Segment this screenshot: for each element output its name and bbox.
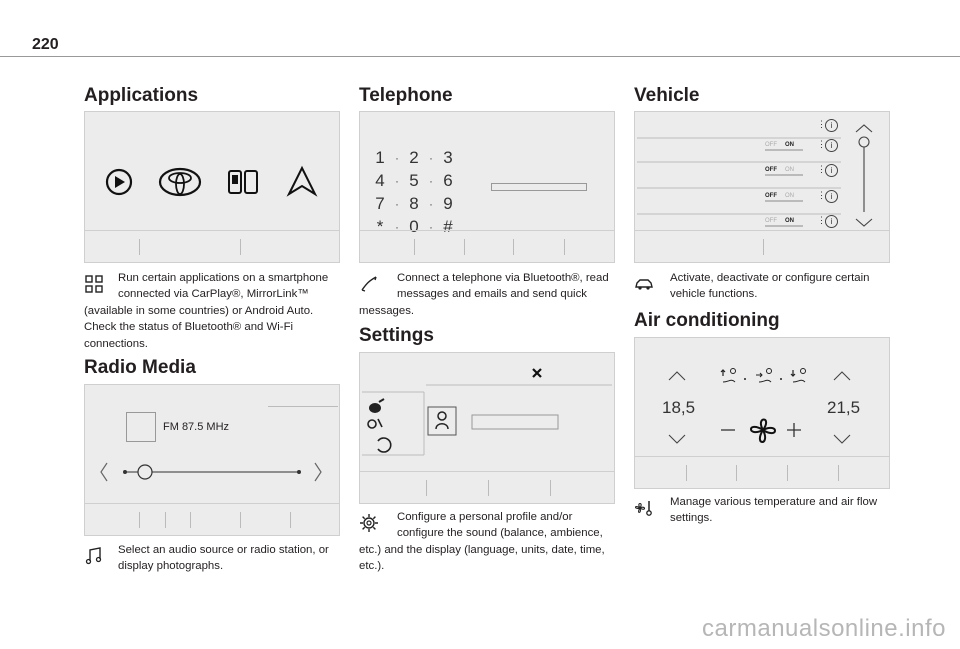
vehicle-lines [635, 112, 889, 232]
vehicle-title: Vehicle [634, 85, 700, 106]
toggle-on-label: ON [785, 218, 794, 224]
keypad-separator: · [429, 219, 433, 234]
vehicle-description [634, 270, 896, 303]
bar-divider [838, 465, 839, 481]
radio-description [84, 542, 346, 575]
keypad-separator: · [395, 150, 399, 165]
toggle-underline [765, 174, 803, 176]
desc-line: Connect a telephone via Bluetooth®, read [397, 272, 609, 284]
temp-left-down-icon[interactable] [669, 435, 685, 443]
toggle-underline [765, 149, 803, 151]
slider-handle[interactable] [138, 465, 152, 479]
info-icon[interactable]: i [825, 164, 838, 177]
toggle-on-label: ON [785, 142, 794, 148]
keypad [370, 146, 480, 238]
info-icon[interactable]: i [825, 139, 838, 152]
desc-line: Run certain applications on a smartphone [118, 272, 329, 284]
bar-divider [736, 465, 737, 481]
keypad-key[interactable]: 4 [375, 170, 385, 190]
keypad-key[interactable]: 2 [409, 147, 419, 167]
applications-bottombar [85, 230, 339, 262]
bar-divider [240, 239, 241, 255]
info-icon[interactable]: i [825, 119, 838, 132]
bar-divider [488, 480, 489, 496]
apps-grid-icon [84, 274, 104, 294]
keypad-key[interactable]: 3 [443, 147, 453, 167]
keypad-row [370, 169, 480, 192]
toggle-underline [765, 225, 803, 227]
more-options-icon[interactable]: ⋮ [817, 164, 826, 174]
keypad-separator: · [429, 196, 433, 211]
sound-icon[interactable] [368, 419, 382, 428]
toggle-on-label: ON [785, 193, 794, 199]
previous-icon[interactable] [101, 463, 107, 481]
toggle-off-label: OFF [765, 142, 777, 148]
bar-divider [426, 480, 427, 496]
temp-right-up-icon[interactable] [834, 372, 850, 380]
close-icon[interactable] [533, 369, 541, 377]
keypad-key[interactable]: 7 [375, 193, 385, 213]
android-auto-icon[interactable] [289, 168, 315, 194]
bar-divider [190, 512, 191, 528]
applications-screen [84, 111, 340, 263]
profile-icon[interactable] [369, 399, 384, 413]
bar-divider [139, 239, 140, 255]
toggle-off-label: OFF [765, 167, 777, 173]
frequency-slider[interactable] [85, 453, 339, 493]
bar-divider [290, 512, 291, 528]
desc-line: (available in some countries) or Android Auto. [84, 304, 314, 317]
desc-line: vehicle functions. [670, 288, 758, 301]
radio-title: Radio Media [84, 357, 196, 378]
keypad-key[interactable]: 0 [409, 216, 419, 236]
toggle-off-label: OFF [765, 193, 777, 199]
applications-description [84, 270, 346, 352]
option-toggle[interactable] [765, 193, 803, 202]
settings-bottombar [360, 471, 614, 503]
next-icon[interactable] [315, 463, 321, 481]
bar-divider [550, 480, 551, 496]
temp-left-value: 18,5 [662, 398, 696, 417]
vehicle-bottombar [635, 230, 889, 262]
airflow-mode-icons[interactable] [721, 369, 806, 383]
bar-divider [513, 239, 514, 255]
keypad-key[interactable]: 5 [409, 170, 419, 190]
watermark: carmanualsonline.info [702, 615, 946, 642]
toggle-off-label: OFF [765, 218, 777, 224]
keypad-key[interactable]: 9 [443, 193, 453, 213]
station-label: FM 87.5 MHz [163, 421, 230, 433]
desc-line: configure the sound (balance, ambience, [397, 527, 603, 540]
desc-line: Check the status of Bluetooth® and Wi-Fi [84, 321, 294, 334]
display-moon-icon[interactable] [378, 438, 391, 452]
desc-line: etc.) and the display (language, units, date, time, [359, 543, 605, 556]
settings-description [359, 509, 621, 575]
keypad-separator: · [395, 219, 399, 234]
desc-line: connections. [84, 337, 148, 350]
vehicle-scrollbar[interactable] [856, 125, 872, 226]
keypad-separator: · [429, 173, 433, 188]
toyota-logo[interactable] [160, 169, 200, 195]
desc-line: settings. [670, 512, 713, 525]
fan-temperature-icon [634, 498, 654, 518]
aircon-title: Air conditioning [634, 310, 780, 331]
keypad-key[interactable]: # [443, 216, 453, 236]
mirrorlink-icon[interactable] [229, 171, 257, 193]
car-icon [634, 274, 654, 294]
album-art-placeholder [126, 412, 156, 442]
option-toggle[interactable] [765, 142, 803, 151]
applications-icons [85, 112, 339, 232]
header-rule [0, 56, 960, 57]
fan-plus-icon[interactable] [787, 423, 801, 437]
keypad-key[interactable]: 6 [443, 170, 453, 190]
aircon-screen [634, 337, 890, 489]
settings-title: Settings [359, 325, 434, 346]
phone-number-field[interactable] [491, 183, 587, 191]
desc-line: display photographs. [118, 560, 224, 573]
applications-title: Applications [84, 85, 199, 106]
more-options-icon[interactable]: ⋮ [817, 119, 826, 129]
bar-divider [139, 512, 140, 528]
temp-left-up-icon[interactable] [669, 372, 685, 380]
bar-divider [787, 465, 788, 481]
bar-divider [414, 239, 415, 255]
radio-screen [84, 384, 340, 536]
temp-right-down-icon[interactable] [834, 435, 850, 443]
aircon-description [634, 494, 896, 527]
telephone-bottombar [360, 230, 614, 262]
bar-divider [240, 512, 241, 528]
bar-divider [763, 239, 764, 255]
desc-line: etc.). [359, 560, 385, 573]
radio-bottombar [85, 503, 339, 535]
telephone-title: Telephone [359, 85, 453, 106]
desc-line: Activate, deactivate or configure certain [670, 272, 870, 284]
bar-divider [464, 239, 465, 255]
keypad-separator: · [429, 150, 433, 165]
more-options-icon[interactable]: ⋮ [817, 139, 826, 149]
temp-right-value: 21,5 [827, 398, 861, 417]
vehicle-screen [634, 111, 890, 263]
option-toggle[interactable] [765, 167, 803, 176]
keypad-key[interactable]: * [376, 216, 384, 236]
desc-line: connected via CarPlay®, MirrorLink™ [118, 288, 309, 301]
carplay-icon[interactable] [107, 170, 131, 194]
fan-icon [751, 420, 775, 443]
music-note-icon [84, 546, 104, 566]
toggle-on-label: ON [785, 167, 794, 173]
desc-line: Select an audio source or radio station, or [118, 544, 329, 556]
bar-divider [686, 465, 687, 481]
keypad-separator: · [395, 173, 399, 188]
option-toggle[interactable] [765, 218, 803, 227]
phone-handset-icon [359, 274, 379, 294]
radio-top-line [268, 406, 338, 407]
gear-icon [359, 513, 379, 533]
profile-name-field[interactable] [472, 415, 558, 429]
settings-content [360, 353, 614, 473]
keypad-separator: · [395, 196, 399, 211]
column-left [84, 84, 340, 108]
aircon-bottombar [635, 456, 889, 488]
toggle-underline [765, 200, 803, 202]
desc-line: messages and emails and send quick [397, 288, 587, 301]
info-icon[interactable]: i [825, 190, 838, 203]
page-number: 220 [32, 36, 59, 53]
desc-line: messages. [359, 304, 415, 317]
settings-screen [359, 352, 615, 504]
more-options-icon[interactable]: ⋮ [817, 215, 826, 225]
keypad-key[interactable]: 8 [409, 193, 419, 213]
telephone-screen [359, 111, 615, 263]
user-profile-box[interactable] [428, 407, 456, 435]
desc-line: Manage various temperature and air flow [670, 496, 878, 508]
keypad-row [370, 192, 480, 215]
bar-divider [165, 512, 166, 528]
desc-line: Configure a personal profile and/or [397, 511, 573, 523]
keypad-row [370, 146, 480, 169]
keypad-key[interactable]: 1 [375, 147, 385, 167]
user-icon [438, 412, 446, 420]
info-icon[interactable]: i [825, 215, 838, 228]
telephone-description [359, 270, 621, 319]
more-options-icon[interactable]: ⋮ [817, 190, 826, 200]
bar-divider [564, 239, 565, 255]
